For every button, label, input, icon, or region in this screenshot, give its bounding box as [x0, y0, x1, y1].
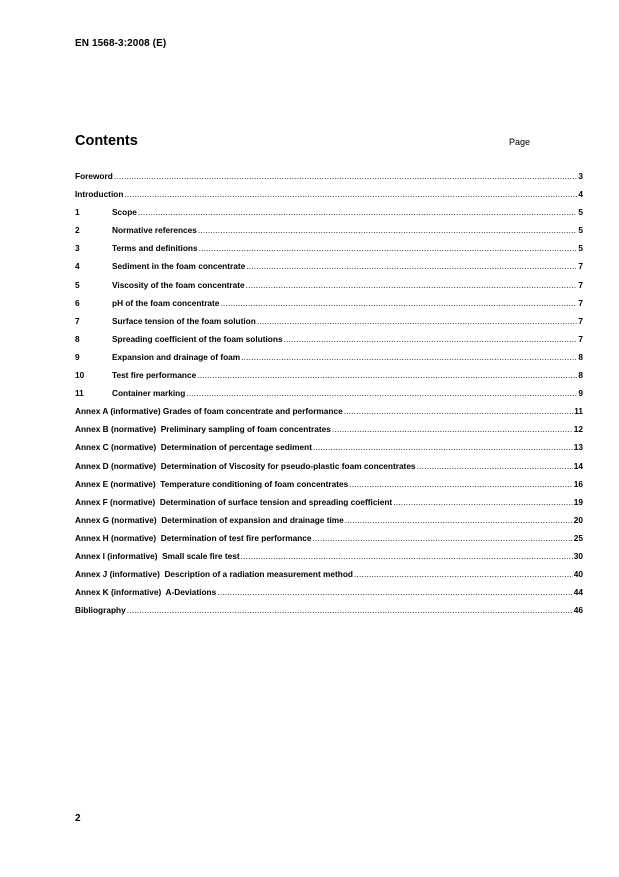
toc-entry-page: 4 — [578, 189, 583, 200]
toc-entry-page: 44 — [573, 587, 583, 598]
toc-entry[interactable] — [75, 605, 583, 623]
toc-entry[interactable] — [75, 280, 583, 298]
toc-dot-leader — [197, 370, 577, 380]
toc-entry[interactable] — [75, 461, 583, 479]
toc-entry[interactable] — [75, 442, 583, 460]
toc-entry-page: 40 — [573, 569, 583, 580]
toc-entry-page: 5 — [578, 207, 583, 218]
toc-dot-leader — [241, 551, 573, 561]
toc-entry-page: 5 — [578, 225, 583, 236]
toc-dot-leader — [198, 225, 578, 235]
toc-entry-number: 1 — [75, 207, 80, 218]
toc-entry[interactable] — [75, 551, 583, 569]
page-number: 2 — [75, 813, 81, 824]
toc-entry-page: 16 — [573, 478, 583, 489]
toc-entry-title: Viscosity of the foam concentrate — [112, 279, 245, 290]
toc-dot-leader — [246, 280, 578, 290]
toc-entry[interactable] — [75, 497, 583, 515]
toc-entry-page: 7 — [578, 279, 583, 290]
toc-entry[interactable] — [75, 406, 583, 424]
toc-entry-title: Bibliography — [75, 605, 126, 616]
toc-entry-number: 9 — [75, 351, 80, 362]
toc-entry-page: 9 — [578, 388, 583, 399]
toc-entry[interactable] — [75, 334, 583, 352]
toc-dot-leader — [217, 587, 573, 597]
toc-entry[interactable] — [75, 587, 583, 605]
toc-entry-page: 8 — [578, 370, 583, 381]
toc-entry-page: 14 — [573, 460, 583, 471]
toc-entry-title: Annex K (informative) A-Deviations — [75, 587, 217, 598]
toc-dot-leader — [313, 533, 573, 543]
toc-entry-page: 3 — [578, 171, 583, 181]
toc-entry[interactable] — [75, 479, 583, 497]
toc-entry-number: 5 — [75, 279, 80, 290]
toc-entry-page: 7 — [578, 261, 583, 272]
toc-entry-number: 10 — [75, 370, 85, 381]
toc-entry-title: Container marking — [112, 388, 186, 399]
toc-dot-leader — [199, 243, 578, 253]
toc-entry-title: Annex H (normative) Determination of test fire performance — [75, 532, 312, 543]
toc-entry-title: Annex I (informative) Small scale fire test — [75, 550, 240, 561]
toc-entry[interactable] — [75, 171, 583, 189]
toc-entry-title: Introduction — [75, 189, 124, 200]
toc-dot-leader — [220, 298, 577, 308]
toc-dot-leader — [246, 261, 577, 271]
toc-entry[interactable] — [75, 225, 583, 243]
toc-entry[interactable] — [75, 243, 583, 261]
toc-dot-leader — [124, 189, 577, 199]
toc-entry-title: Scope — [112, 207, 137, 218]
toc-entry-number: 2 — [75, 225, 80, 236]
toc-entry-page: 7 — [578, 315, 583, 326]
toc-dot-leader — [186, 388, 577, 398]
toc-entry-number: 3 — [75, 243, 80, 254]
toc-entry[interactable] — [75, 316, 583, 334]
toc-entry-title: Annex C (normative) Determination of percentage sediment — [75, 442, 312, 453]
toc-entry-title: Normative references — [112, 225, 197, 236]
toc-entry-page: 20 — [573, 514, 583, 525]
toc-entry-title: Annex G (normative) Determination of expansion and drainage time — [75, 514, 344, 525]
toc-entry-page: 19 — [573, 496, 583, 507]
toc-entry[interactable] — [75, 261, 583, 279]
toc-dot-leader — [332, 424, 573, 434]
toc-entry[interactable] — [75, 370, 583, 388]
toc-entry-page: 13 — [573, 442, 583, 453]
toc-entry-page: 30 — [573, 550, 583, 561]
toc-dot-leader — [284, 334, 578, 344]
toc-dot-leader — [345, 515, 573, 525]
toc-entry[interactable] — [75, 515, 583, 533]
toc-dot-leader — [354, 569, 573, 579]
toc-entry-page: 12 — [573, 424, 583, 435]
toc-entry-title: Sediment in the foam concentrate — [112, 261, 246, 272]
toc-dot-leader — [114, 171, 578, 181]
toc-entry[interactable] — [75, 352, 583, 370]
toc-entry-number: 7 — [75, 315, 80, 326]
toc-entry-page: 7 — [578, 297, 583, 308]
toc-entry-title: Test fire performance — [112, 370, 197, 381]
toc-entry-number: 6 — [75, 297, 80, 308]
toc-entry-number: 4 — [75, 261, 80, 272]
toc-entry-title: Annex E (normative) Temperature conditioning of foam concentrates — [75, 478, 349, 489]
toc-entry-number: 11 — [75, 388, 84, 399]
toc-entry[interactable] — [75, 424, 583, 442]
toc-dot-leader — [257, 316, 578, 326]
toc-entry-title: Annex J (informative) Description of a radiation measurement method — [75, 569, 353, 580]
toc-dot-leader — [313, 442, 573, 452]
toc-dot-leader — [241, 352, 577, 362]
toc-dot-leader — [344, 406, 574, 416]
toc-entry-page: 5 — [578, 243, 583, 254]
table-of-contents — [75, 171, 583, 623]
toc-entry-title: pH of the foam concentrate — [112, 297, 220, 308]
toc-dot-leader — [127, 605, 573, 615]
contents-heading: Contents — [75, 133, 138, 149]
toc-entry-title: Spreading coefficient of the foam solutions — [112, 333, 283, 344]
toc-entry-title: Annex D (normative) Determination of Viscosity for pseudo-plastic foam concentrates — [75, 460, 416, 471]
toc-entry[interactable] — [75, 189, 583, 207]
toc-dot-leader — [138, 207, 577, 217]
toc-entry-title: Terms and definitions — [112, 243, 198, 254]
toc-entry[interactable] — [75, 569, 583, 587]
toc-entry-title: Annex B (normative) Preliminary sampling of foam concentrates — [75, 424, 331, 435]
toc-entry-page: 25 — [573, 532, 583, 543]
toc-entry-page: 7 — [578, 333, 583, 344]
toc-entry-title: Annex A (informative) Grades of foam concentrate and performance — [75, 406, 343, 417]
toc-dot-leader — [417, 461, 573, 471]
toc-entry[interactable] — [75, 533, 583, 551]
page-column-heading: Page — [509, 137, 531, 147]
toc-entry-title: Foreword — [75, 171, 113, 181]
toc-dot-leader — [349, 479, 573, 489]
toc-entry-title: Annex F (normative) Determination of surface tension and spreading coefficient — [75, 496, 393, 507]
toc-entry-title: Surface tension of the foam solution — [112, 315, 256, 326]
toc-entry-page: 11 — [574, 406, 583, 417]
toc-entry-number: 8 — [75, 333, 80, 344]
toc-entry-page: 8 — [578, 351, 583, 362]
toc-entry[interactable] — [75, 388, 583, 406]
document-id: EN 1568-3:2008 (E) — [75, 38, 167, 49]
toc-entry[interactable] — [75, 298, 583, 316]
toc-entry[interactable] — [75, 207, 583, 225]
toc-entry-title: Expansion and drainage of foam — [112, 351, 241, 362]
toc-dot-leader — [393, 497, 573, 507]
toc-entry-page: 46 — [573, 605, 583, 616]
